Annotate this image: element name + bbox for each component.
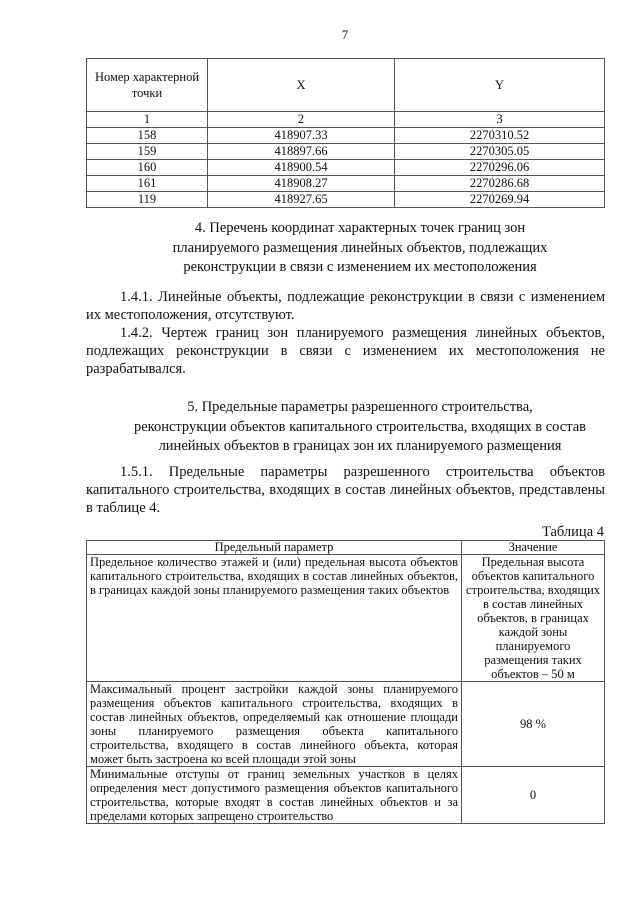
table-header-row xyxy=(87,541,605,555)
cell: 2270296.06 xyxy=(395,160,605,176)
cell: 2270286.68 xyxy=(395,176,605,192)
paragraph-1-4-2: 1.4.2. Чертеж границ зон планируемого размещения линейных объектов, подлежащих реконструкции в связи с изменением их местоположения не разрабатывался. xyxy=(86,325,605,377)
table-row xyxy=(87,128,605,144)
header-x: X xyxy=(208,59,395,112)
col-number: 3 xyxy=(395,112,605,128)
cell: 2270269.94 xyxy=(395,192,605,208)
table-caption: Таблица 4 xyxy=(541,524,604,540)
cell: 418907.33 xyxy=(208,128,395,144)
heading-line: 4. Перечень координат характерных точек границ зон xyxy=(194,220,526,236)
parameter-cell: Минимальные отступы от границ земельных участков в целях определения мест допустимого размещения объектов капитального строительства, которые входят в состав линейных объектов и за пределами которых запрещено строительство xyxy=(87,767,462,824)
header-value: Значение xyxy=(462,541,605,555)
section-4-body xyxy=(86,288,605,378)
cell: 2270310.52 xyxy=(395,128,605,144)
table-row xyxy=(87,160,605,176)
heading-line: 5. Предельные параметры разрешенного строительства, xyxy=(187,399,533,415)
cell: 161 xyxy=(87,176,208,192)
heading-line: линейных объектов в границах зон их планируемого размещения xyxy=(158,438,562,454)
value-cell: 0 xyxy=(462,767,605,824)
heading-line: реконструкции объектов капитального строительства, входящих в состав xyxy=(133,418,587,435)
value-cell: 98 % xyxy=(462,682,605,767)
table-row xyxy=(87,192,605,208)
table-row xyxy=(87,176,605,192)
cell: 418908.27 xyxy=(208,176,395,192)
header-y: Y xyxy=(395,59,605,112)
section-5-body xyxy=(86,463,605,517)
cell: 2270305.05 xyxy=(395,144,605,160)
heading-line: планируемого размещения линейных объектов, подлежащих xyxy=(172,239,548,256)
table-row xyxy=(87,144,605,160)
paragraph-1-4-1: 1.4.1. Линейные объекты, подлежащие реконструкции в связи с изменением их местоположения, отсутствуют. xyxy=(86,289,605,323)
section-5-heading xyxy=(80,398,640,457)
value-cell: Предельная высота объектов капитального строительства, входящих в состав линейных объектов, в границах каждой зоны планируемого размещения таких объектов – 50 м xyxy=(462,555,605,682)
cell: 159 xyxy=(87,144,208,160)
parameter-cell: Предельное количество этажей и (или) предельная высота объектов капитального строительства, входящих в состав линейных объектов, в границах каждой зоны планируемого размещения таких объектов xyxy=(87,555,462,682)
table-header-row xyxy=(87,59,605,112)
cell: 158 xyxy=(87,128,208,144)
table-row xyxy=(87,682,605,767)
section-4-heading xyxy=(80,219,640,278)
page-number: 7 xyxy=(341,27,349,42)
cell: 119 xyxy=(87,192,208,208)
paragraph-1-5-1: 1.5.1. Предельные параметры разрешенного строительства объектов капитального строительства, входящих в состав линейных объектов, представлены в таблице 4. xyxy=(86,464,605,516)
cell: 418927.65 xyxy=(208,192,395,208)
parameters-table xyxy=(86,540,605,824)
column-number-row xyxy=(87,112,605,128)
col-number: 1 xyxy=(87,112,208,128)
header-point-number: Номер характерной точки xyxy=(87,59,208,112)
parameter-cell: Максимальный процент застройки каждой зоны планируемого размещения объектов капитального строительства, входящих в состав линейных объектов, определяемый как отношение площади зоны планируемого размещения объекта капитального строительства, входящего в состав линейного объекта, которая может быть застроена ко всей площади этой зоны xyxy=(87,682,462,767)
table-row xyxy=(87,555,605,682)
coordinates-table xyxy=(86,58,605,208)
header-parameter: Предельный параметр xyxy=(87,541,462,555)
col-number: 2 xyxy=(208,112,395,128)
heading-line: реконструкции в связи с изменением их местоположения xyxy=(183,259,537,275)
cell: 418900.54 xyxy=(208,160,395,176)
cell: 160 xyxy=(87,160,208,176)
table-row xyxy=(87,767,605,824)
cell: 418897.66 xyxy=(208,144,395,160)
